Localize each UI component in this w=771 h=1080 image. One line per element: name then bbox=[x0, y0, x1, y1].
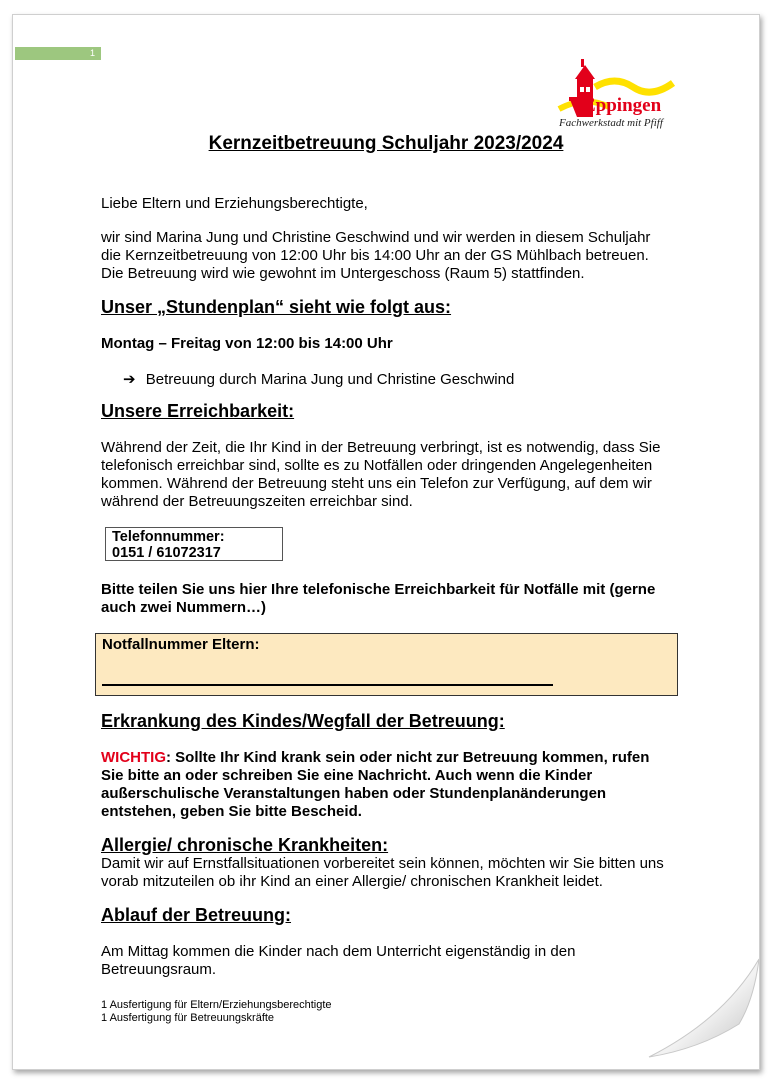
page-number: 1 bbox=[89, 48, 95, 58]
greeting: Liebe Eltern und Erziehungsberechtigte, bbox=[101, 195, 368, 212]
reach-line: kommen. Während der Betreuung steht uns ein Telefon zur Verfügung, auf dem wir bbox=[101, 475, 652, 492]
allergy-line: Damit wir auf Ernstfallsituationen vorbereitet sein können, möchten wir Sie bitten uns bbox=[101, 855, 664, 872]
schedule-bullet bbox=[123, 371, 713, 389]
illness-paragraph bbox=[101, 749, 691, 821]
allergy-line: vorab mitzuteilen ob ihr Kind an einer Allergie/ chronischen Krankheit leidet. bbox=[101, 873, 603, 890]
reach-line: Während der Zeit, die Ihr Kind in der Betreuung verbringt, ist es notwendig, dass Sie bbox=[101, 439, 661, 456]
illness-line: : Sollte Ihr Kind krank sein oder nicht zur Betreuung kommen, rufen bbox=[166, 749, 650, 766]
emergency-request bbox=[101, 581, 691, 617]
illness-line: Sie bitte an oder schreiben Sie eine Nachricht. Auch wenn die Kinder bbox=[101, 767, 593, 784]
schedule-days: Montag – Freitag von 12:00 bis 14:00 Uhr bbox=[101, 335, 393, 352]
document-title: Kernzeitbetreuung Schuljahr 2023/2024 bbox=[208, 133, 564, 154]
intro-paragraph bbox=[101, 229, 691, 283]
warning-label: WICHTIG bbox=[101, 749, 166, 766]
phone-number: 0151 / 61072317 bbox=[112, 545, 221, 561]
emergency-number-line bbox=[102, 684, 553, 686]
logo-tagline: Fachwerkstadt mit Pfiff bbox=[559, 117, 663, 129]
arrow-right-icon: ➔ bbox=[123, 371, 136, 388]
page-curl-icon bbox=[499, 849, 759, 1069]
footer-note bbox=[101, 999, 332, 1025]
procedure-heading: Ablauf der Betreuung: bbox=[101, 905, 292, 925]
phone-box bbox=[105, 527, 283, 561]
reach-paragraph bbox=[101, 439, 691, 511]
request-line: auch zwei Nummern…) bbox=[101, 599, 267, 616]
illness-heading: Erkrankung des Kindes/Wegfall der Betreuung: bbox=[101, 711, 505, 731]
reach-line: während der Betreuungszeiten erreichbar sind. bbox=[101, 493, 413, 510]
allergy-heading: Allergie/ chronische Krankheiten: bbox=[101, 835, 389, 855]
reach-line: telefonisch erreichbar sind, sollte es zu Notfällen oder dringenden Angelegenheiten bbox=[101, 457, 653, 474]
illness-line: außerschulische Veranstaltungen haben oder Stundenplanänderungen bbox=[101, 785, 607, 802]
request-line: Bitte teilen Sie uns hier Ihre telefonische Erreichbarkeit für Notfälle mit (gerne bbox=[101, 581, 656, 598]
intro-line: die Kernzeitbetreuung von 12:00 Uhr bis 14:00 Uhr an der GS Mühlbach betreuen. bbox=[101, 247, 649, 264]
footer-line: 1 Ausfertigung für Eltern/Erziehungsberechtigte bbox=[101, 999, 332, 1011]
document-page bbox=[12, 14, 760, 1070]
reach-heading: Unsere Erreichbarkeit: bbox=[101, 401, 295, 421]
schedule-heading: Unser „Stundenplan“ sieht wie folgt aus: bbox=[101, 297, 452, 317]
page-number-tab bbox=[15, 47, 101, 60]
intro-line: Die Betreuung wird wie gewohnt im Untergeschoss (Raum 5) stattfinden. bbox=[101, 265, 585, 282]
emergency-number-field[interactable] bbox=[95, 633, 678, 696]
logo-name: Eppingen bbox=[583, 95, 662, 116]
illness-line: entstehen, geben Sie bitte Bescheid. bbox=[101, 803, 362, 820]
procedure-line: Am Mittag kommen die Kinder nach dem Unterricht eigenständig in den bbox=[101, 943, 576, 960]
phone-label: Telefonnummer: bbox=[112, 529, 225, 545]
schedule-bullet-text: Betreuung durch Marina Jung und Christine Geschwind bbox=[145, 371, 515, 388]
procedure-line: Betreuungsraum. bbox=[101, 961, 217, 978]
intro-line: wir sind Marina Jung und Christine Geschwind und wir werden in diesem Schuljahr bbox=[101, 229, 651, 246]
emergency-number-label: Notfallnummer Eltern: bbox=[102, 636, 260, 653]
footer-line: 1 Ausfertigung für Betreuungskräfte bbox=[101, 1012, 275, 1024]
